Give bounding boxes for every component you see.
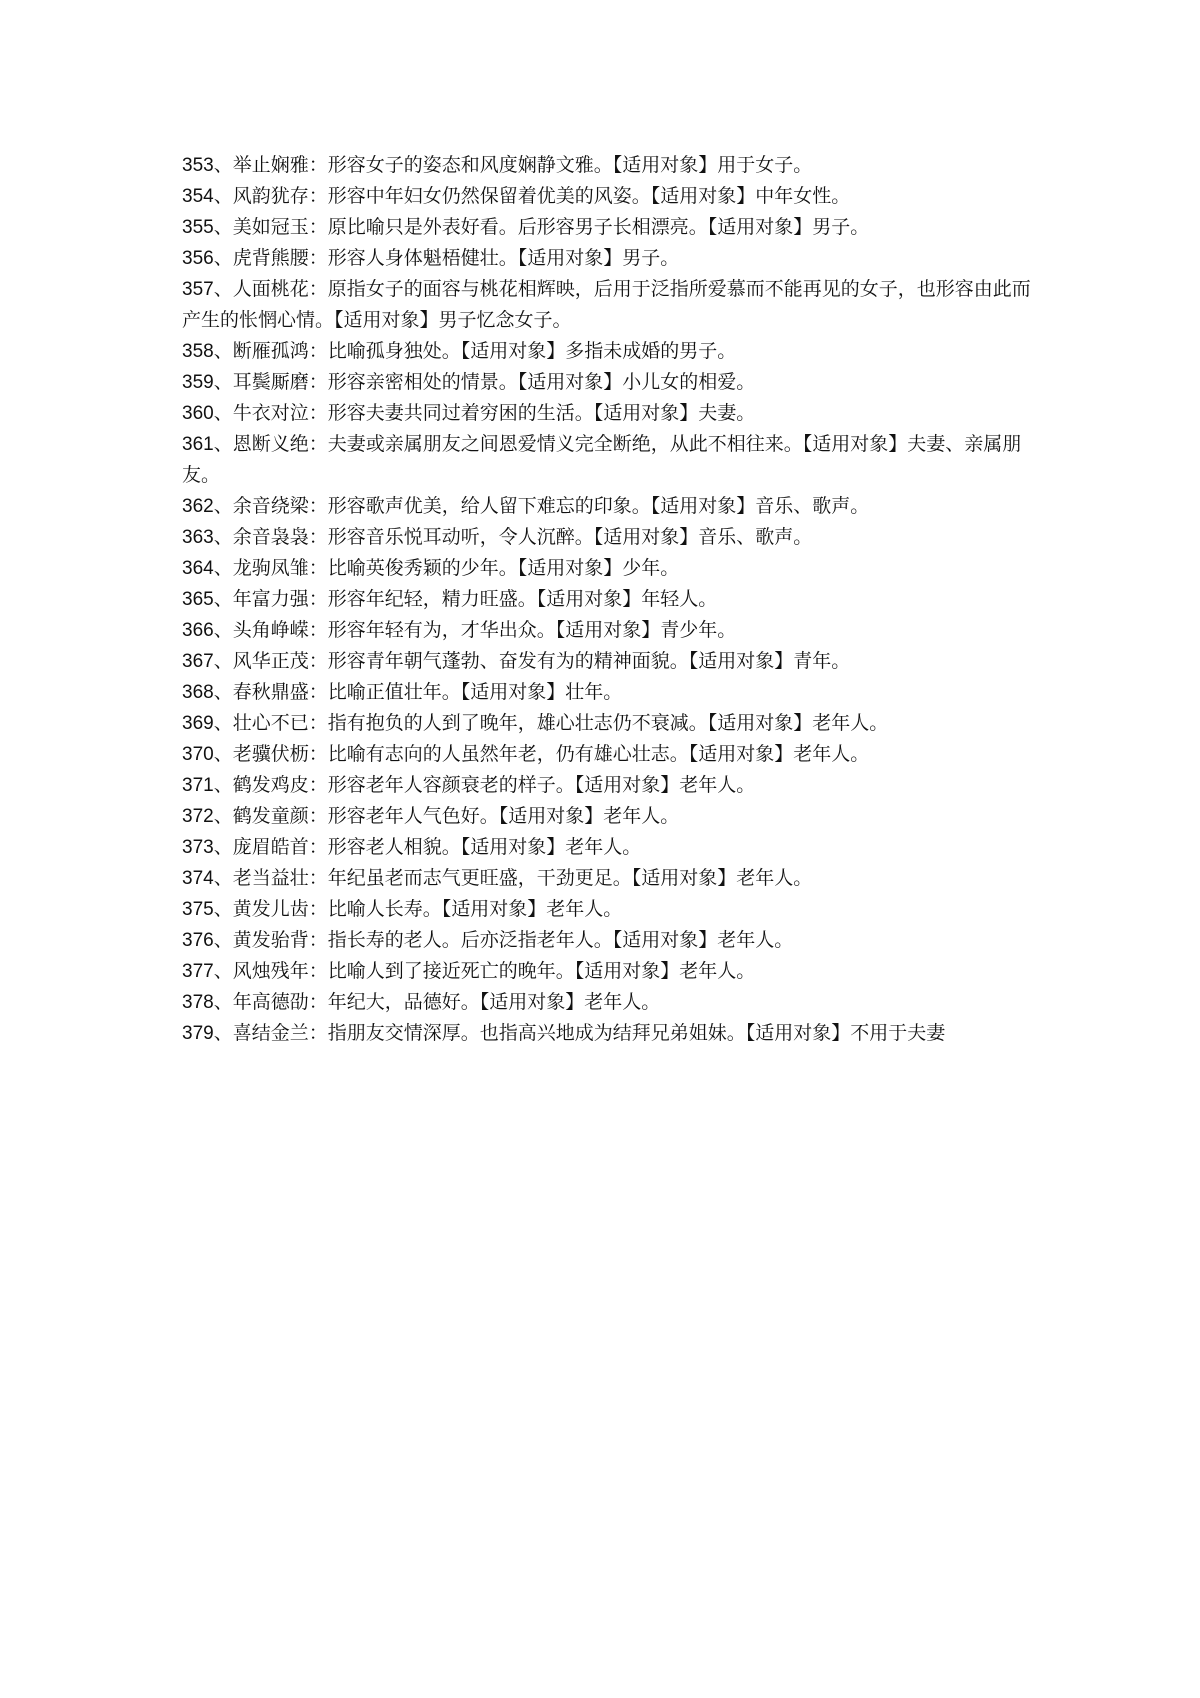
entry-number: 365 [182,589,214,610]
list-item [182,708,1032,739]
list-item [182,770,1032,801]
list-item [182,553,1032,584]
entry-text: 、鹤发童颜：形容老年人气色好。【适用对象】老年人。 [213,805,680,827]
list-item [182,615,1032,646]
entry-number: 361 [182,434,214,455]
entry-number: 368 [182,682,214,703]
entry-text: 、头角峥嵘：形容年轻有为，才华出众。【适用对象】青少年。 [213,619,737,641]
entry-text: 、断雁孤鸿：比喻孤身独处。【适用对象】多指未成婚的男子。 [213,340,737,362]
entry-number: 369 [182,713,214,734]
entry-text: 、余音绕梁：形容歌声优美，给人留下难忘的印象。【适用对象】音乐、歌声。 [213,495,870,517]
entry-text: 、黄发儿齿：比喻人长寿。【适用对象】老年人。 [213,898,623,920]
list-item [182,429,1032,491]
list-item [182,801,1032,832]
list-item [182,181,1032,212]
entry-text: 、鹤发鸡皮：形容老年人容颜衰老的样子。【适用对象】老年人。 [213,774,756,796]
entry-number: 355 [182,217,214,238]
entry-text: 、年高德劭：年纪大，品德好。【适用对象】老年人。 [213,991,661,1013]
entry-text: 、恩断义绝：夫妻或亲属朋友之间恩爱情义完全断绝，从此不相往来。【适用对象】夫妻、亲属朋友。 [182,433,1022,486]
entry-number: 353 [182,155,214,176]
list-item [182,894,1032,925]
entry-text: 、壮心不已：指有抱负的人到了晚年，雄心壮志仍不衰减。【适用对象】老年人。 [213,712,889,734]
entry-text: 、风华正茂：形容青年朝气蓬勃、奋发有为的精神面貌。【适用对象】青年。 [213,650,851,672]
entry-number: 373 [182,837,214,858]
entry-number: 358 [182,341,214,362]
entry-text: 、举止娴雅：形容女子的姿态和风度娴静文雅。【适用对象】用于女子。 [213,154,813,176]
entry-number: 357 [182,279,214,300]
entry-number: 378 [182,992,214,1013]
entry-number: 375 [182,899,214,920]
entry-list [182,150,1032,1049]
entry-text: 、虎背熊腰：形容人身体魁梧健壮。【适用对象】男子。 [213,247,680,269]
list-item [182,367,1032,398]
list-item [182,832,1032,863]
entry-number: 372 [182,806,214,827]
list-item [182,925,1032,956]
list-item [182,398,1032,429]
entry-number: 363 [182,527,214,548]
entry-text: 、牛衣对泣：形容夫妻共同过着穷困的生活。【适用对象】夫妻。 [213,402,756,424]
list-item [182,491,1032,522]
entry-number: 356 [182,248,214,269]
entry-number: 364 [182,558,214,579]
entry-text: 、老当益壮：年纪虽老而志气更旺盛，干劲更足。【适用对象】老年人。 [213,867,813,889]
entry-text: 、喜结金兰：指朋友交情深厚。也指高兴地成为结拜兄弟姐妹。【适用对象】不用于夫妻 [213,1022,946,1044]
entry-text: 、人面桃花：原指女子的面容与桃花相辉映，后用于泛指所爱慕而不能再见的女子，也形容由此而产生的怅惘心情。【适用对象】男子忆念女子。 [182,278,1031,331]
entry-number: 374 [182,868,214,889]
entry-number: 362 [182,496,214,517]
list-item [182,863,1032,894]
entry-text: 、风烛残年：比喻人到了接近死亡的晚年。【适用对象】老年人。 [213,960,756,982]
entry-text: 、美如冠玉：原比喻只是外表好看。后形容男子长相漂亮。【适用对象】男子。 [213,216,870,238]
entry-number: 366 [182,620,214,641]
entry-text: 、风韵犹存：形容中年妇女仍然保留着优美的风姿。【适用对象】中年女性。 [213,185,851,207]
entry-number: 376 [182,930,214,951]
entry-text: 、庞眉皓首：形容老人相貌。【适用对象】老年人。 [213,836,642,858]
entry-text: 、耳鬓厮磨：形容亲密相处的情景。【适用对象】小儿女的相爱。 [213,371,756,393]
entry-text: 、龙驹凤雏：比喻英俊秀颖的少年。【适用对象】少年。 [213,557,680,579]
entry-text: 、老骥伏枥：比喻有志向的人虽然年老，仍有雄心壮志。【适用对象】老年人。 [213,743,870,765]
list-item [182,677,1032,708]
entry-text: 、年富力强：形容年纪轻，精力旺盛。【适用对象】年轻人。 [213,588,718,610]
entry-text: 、余音袅袅：形容音乐悦耳动听，令人沉醉。【适用对象】音乐、歌声。 [213,526,813,548]
entry-number: 377 [182,961,214,982]
list-item [182,212,1032,243]
entry-number: 370 [182,744,214,765]
list-item [182,584,1032,615]
list-item [182,987,1032,1018]
list-item [182,1018,1032,1049]
entry-number: 367 [182,651,214,672]
entry-number: 354 [182,186,214,207]
list-item [182,274,1032,336]
entry-number: 359 [182,372,214,393]
entry-text: 、春秋鼎盛：比喻正值壮年。【适用对象】壮年。 [213,681,623,703]
entry-number: 379 [182,1023,214,1044]
list-item [182,336,1032,367]
list-item [182,739,1032,770]
entry-text: 、黄发骀背：指长寿的老人。后亦泛指老年人。【适用对象】老年人。 [213,929,794,951]
list-item [182,956,1032,987]
list-item [182,522,1032,553]
entry-number: 360 [182,403,214,424]
list-item [182,150,1032,181]
list-item [182,243,1032,274]
list-item [182,646,1032,677]
entry-number: 371 [182,775,214,796]
